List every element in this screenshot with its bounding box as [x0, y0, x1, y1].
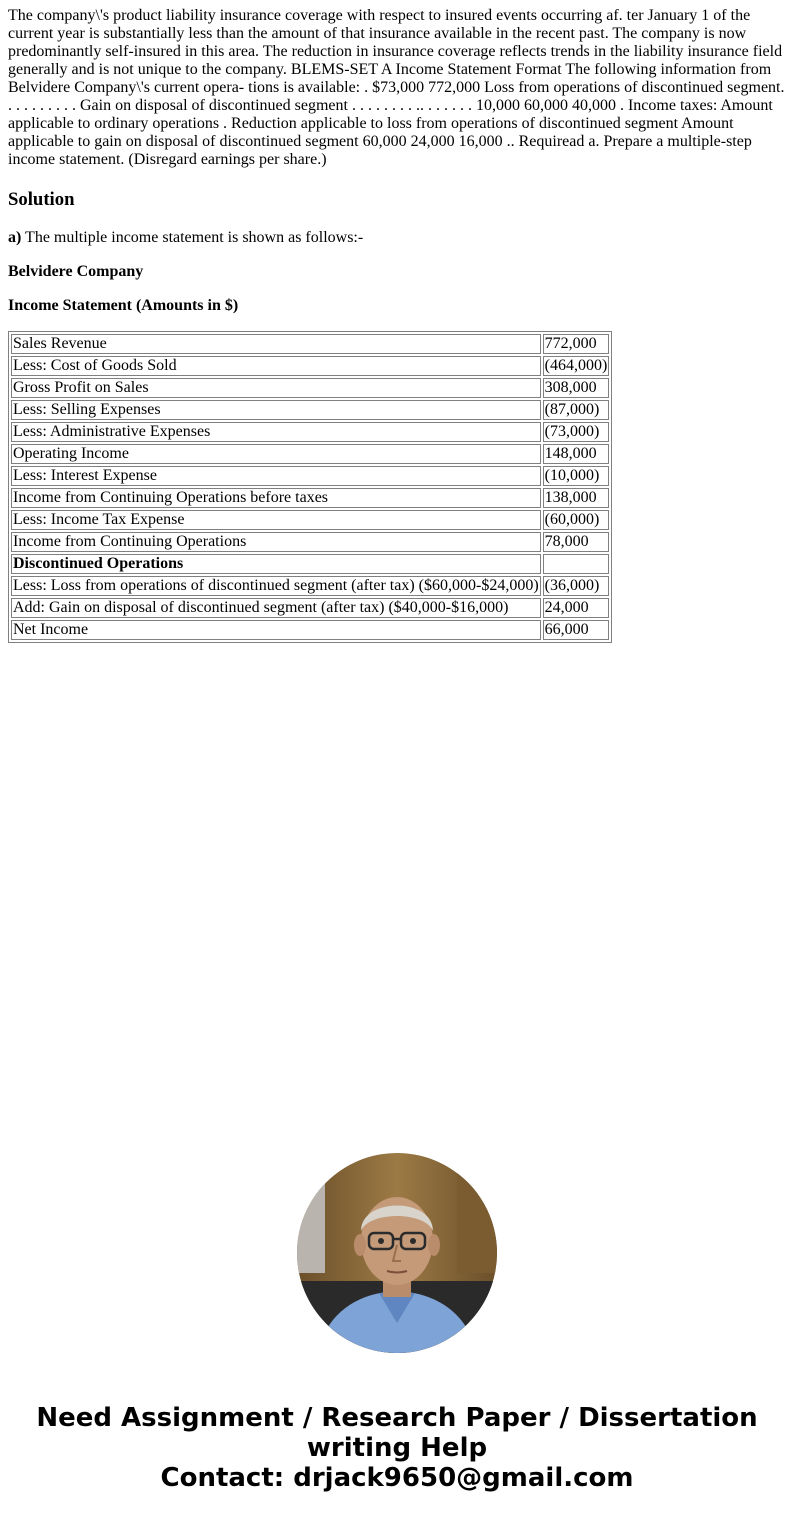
- table-row: [11, 532, 609, 552]
- solution-heading: Solution: [8, 189, 75, 210]
- row-amount: (464,000): [544, 357, 608, 374]
- row-label: Operating Income: [11, 444, 541, 464]
- row-amount: (36,000): [543, 576, 610, 596]
- avatar-portrait-icon: [297, 1153, 497, 1353]
- statement-title: Income Statement (Amounts in $): [8, 297, 239, 314]
- row-amount: (10,000): [543, 466, 610, 486]
- table-row: [11, 466, 609, 486]
- company-name: Belvidere Company: [8, 263, 144, 280]
- table-section-header-row: [11, 554, 609, 574]
- row-amount: 772,000: [543, 334, 610, 354]
- row-amount: 148,000: [543, 444, 610, 464]
- table-row: [11, 378, 609, 398]
- row-amount: (73,000): [543, 422, 610, 442]
- row-label: Gross Profit on Sales: [11, 378, 541, 398]
- table-row: [11, 356, 609, 376]
- row-label: Less: Cost of Goods Sold: [11, 356, 541, 376]
- row-amount: 138,000: [543, 488, 610, 508]
- row-amount: (87,000): [543, 400, 610, 420]
- row-amount: 24,000: [543, 598, 610, 618]
- row-amount: [543, 554, 610, 574]
- row-label: Less: Administrative Expenses: [11, 422, 541, 442]
- row-amount: 78,000: [543, 532, 610, 552]
- table-row: [11, 576, 609, 596]
- table-row: [11, 334, 609, 354]
- table-row: [11, 620, 609, 640]
- table-row: [11, 510, 609, 530]
- row-label: Add: Gain on disposal of discontinued segment (after tax) ($40,000-$16,000): [11, 598, 541, 618]
- income-statement-table: [8, 331, 612, 643]
- footer-contact-banner: [0, 1403, 794, 1493]
- section-header-label: Discontinued Operations: [11, 554, 541, 574]
- row-amount: 66,000: [543, 620, 610, 640]
- row-label: Less: Interest Expense: [11, 466, 541, 486]
- row-label: Sales Revenue: [11, 334, 541, 354]
- footer-line-1: Need Assignment / Research Paper / Dissertation: [36, 1403, 758, 1433]
- row-label: Net Income: [11, 620, 541, 640]
- footer-line-2: writing Help: [306, 1433, 488, 1463]
- document-body: [8, 7, 788, 643]
- author-avatar: [297, 1153, 497, 1353]
- table-row: [11, 422, 609, 442]
- answer-intro: [8, 229, 788, 247]
- row-label: Less: Income Tax Expense: [11, 510, 541, 530]
- answer-label: a): [8, 229, 22, 246]
- row-label: Income from Continuing Operations: [11, 532, 541, 552]
- row-label: Less: Selling Expenses: [11, 400, 541, 420]
- row-amount: 308,000: [543, 378, 610, 398]
- footer-contact-line: Contact: drjack9650@gmail.com: [160, 1463, 634, 1493]
- row-label: Less: Loss from operations of discontinued segment (after tax) ($60,000-$24,000): [13, 577, 539, 594]
- row-label: Income from Continuing Operations before taxes: [11, 488, 541, 508]
- table-row: [11, 444, 609, 464]
- table-row: [11, 488, 609, 508]
- table-row: [11, 400, 609, 420]
- question-text: The company\'s product liability insurance coverage with respect to insured events occurring af. ter January 1 of the current year is substantially less than the amount of that insurance available in the recent past. The company is now predominantly self-insured in this area. The reduction in insurance coverage reflects trends in the liability insurance field generally and is not unique to the company. BLEMS-SET A Income Statement Format The following information from Belvidere Company\'s current opera- tions is available: . $73,000 772,000 Loss from operations of discontinued segment. . . . . . . . . . Gain on disposal of discontinued segment . . . . . . . . .. . . . . . . 10,000 60,000 40,000 . Income taxes: Amount applicable to ordinary operations . Reduction applicable to loss from operations of discontinued segment Amount applicable to gain on disposal of discontinued segment 60,000 24,000 16,000 .. Requiread a. Prepare a multiple-step income statement. (Disregard earnings per share.): [8, 7, 785, 168]
- answer-intro-text: The multiple income statement is shown as follows:-: [21, 229, 364, 246]
- table-row: [11, 598, 609, 618]
- row-amount: (60,000): [543, 510, 610, 530]
